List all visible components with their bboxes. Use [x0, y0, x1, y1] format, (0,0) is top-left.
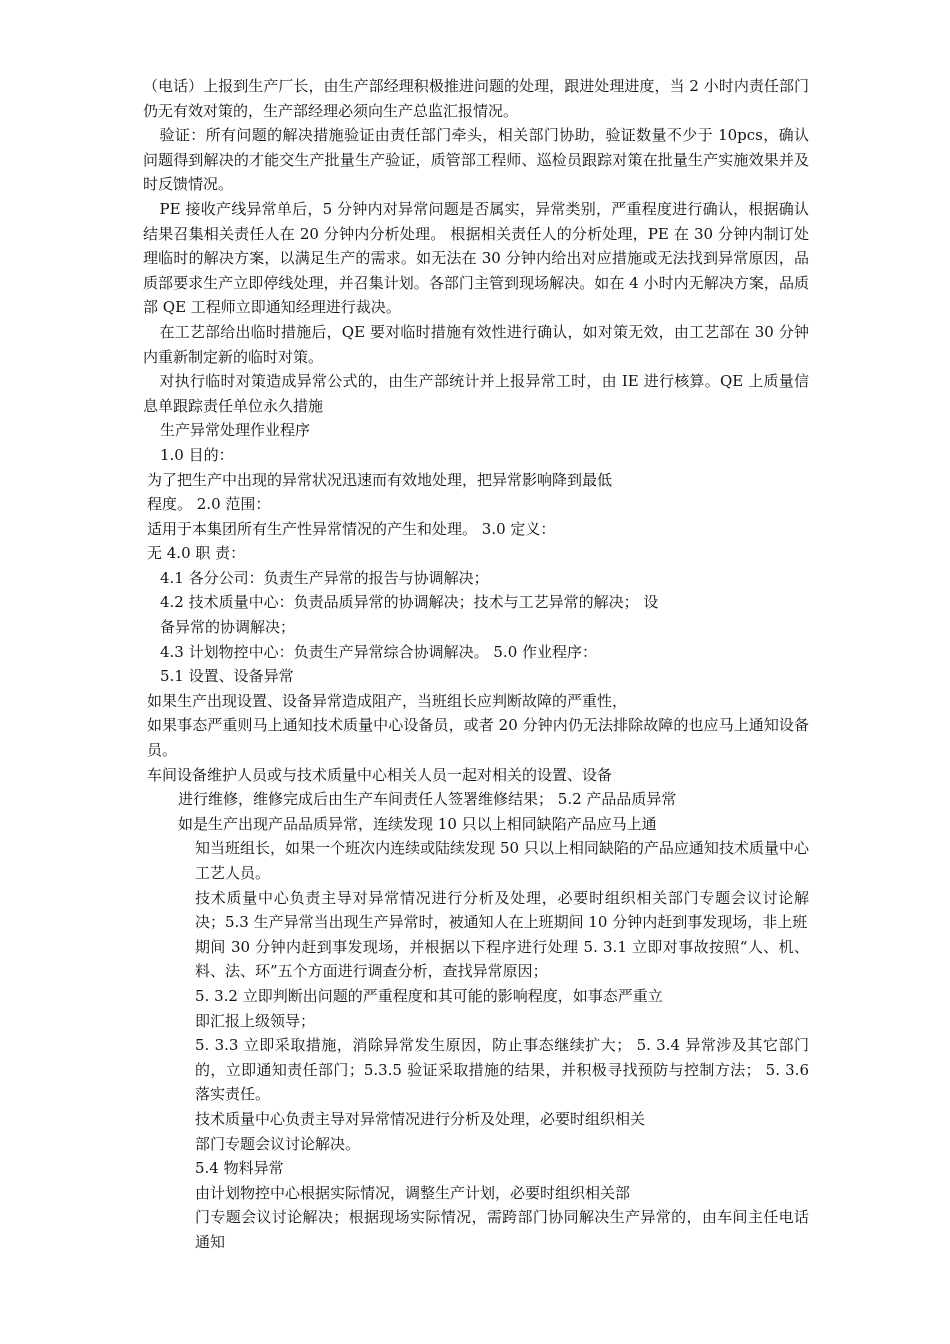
- paragraph-verification: 验证：所有问题的解决措施验证由责任部门牵头，相关部门协助，验证数量不少于 10pcs，确认问题得到解决的才能交生产批量生产验证，质管部工程师、巡检员跟踪对策在批量生产实施效果并及时反馈情况。: [143, 126, 809, 194]
- paragraph-abnormal-hours: 对执行临时对策造成异常公式的，由生产部统计并上报异常工时，由 IE 进行核算。QE 上质量信息单跟踪责任单位永久措施: [143, 372, 809, 415]
- paragraph-severity-judgement: 5. 3.2 立即判断出问题的严重程度和其可能的影响程度，如事态严重立: [195, 986, 663, 1005]
- paragraph-dept-meeting: 部门专题会议讨论解决。: [195, 1134, 361, 1153]
- list-item-4-2-cont: 备异常的协调解决；: [160, 618, 296, 637]
- document-page: [143, 74, 809, 1255]
- paragraph-material-control: 由计划物控中心根据实际情况，调整生产计划，必要时组织相关部: [195, 1183, 631, 1202]
- paragraph-notify-equipment: 如果事态严重则马上通知技术质量中心设备员，或者 20 分钟内仍无法排除故障的也应马上通知设备员。: [147, 716, 809, 760]
- paragraph-scope-definition: 适用于本集团所有生产性异常情况的产生和处理。 3.0 定义：: [147, 519, 556, 538]
- paragraph-cross-dept: 门专题会议讨论解决；根据现场实际情况，需跨部门协同解决生产异常的，由车间主任电话通知: [195, 1208, 809, 1251]
- paragraph-temporary-measures: 在工艺部给出临时措施后，QE 要对临时措施有效性进行确认，如对策无效，由工艺部在 30 分钟内重新制定新的临时对策。: [143, 322, 809, 366]
- paragraph-pe-handling: PE 接收产线异常单后，5 分钟内对异常问题是否属实，异常类别，严重程度进行确认，根据确认结果召集相关责任人在 20 分钟内分析处理。 根据相关责任人的分析处理，PE 在 30 分钟内制订处理临时的解决方案，以满足生产的需求。如无法在 30 分钟内给出对应措施或无法找到异常原因，品质部要求生产立即停线处理，并召集计划。各部门主管到现场解决。如在 4 小时内无解决方案，品质部 QE 工程师立即通知经理进行裁决。: [143, 199, 809, 317]
- paragraph-phone-report: （电话）上报到生产厂长，由生产部经理积极推进问题的处理，跟进处理进度，当 2 小时内责任部门仍无有效对策的，生产部经理必须向生产总监汇报情况。: [143, 77, 809, 120]
- paragraph-maintenance-staff: 车间设备维护人员或与技术质量中心相关人员一起对相关的设置、设备: [147, 765, 613, 784]
- paragraph-tech-center-lead: 技术质量中心负责主导对异常情况进行分析及处理，必要时组织相关: [195, 1109, 646, 1128]
- paragraph-purpose-text: 为了把生产中出现的异常状况迅速而有效地处理，把异常影响降到最低: [147, 470, 613, 489]
- section-heading-procedure: 生产异常处理作业程序: [160, 421, 311, 440]
- list-item-4-1: 4.1 各分公司：负责生产异常的报告与协调解决；: [160, 568, 489, 587]
- paragraph-purpose-scope: 程度。 2.0 范围：: [147, 495, 271, 514]
- paragraph-investigation: 期间 30 分钟内赶到事发现场，并根据以下程序进行处理 5. 3.1 立即对事故按照“人、机、料、法、环”五个方面进行调查分析，查找异常原因；: [195, 937, 809, 981]
- list-item-4-2: 4.2 技术质量中心：负责品质异常的协调解决；技术与工艺异常的解决； 设: [160, 593, 659, 612]
- paragraph-equipment-abnormal: 如果生产出现设置、设备异常造成阻产，当班组长应判断故障的严重性，: [147, 691, 628, 710]
- paragraph-notify-team-leader: 知当班组长，如果一个班次内连续或陆续发现 50 只以上相同缺陷的产品应通知技术质量中心工艺人员。: [195, 839, 809, 882]
- paragraph-report-leader: 即汇报上级领导；: [195, 1011, 316, 1030]
- section-heading-5-1: 5.1 设置、设备异常: [160, 667, 294, 686]
- list-item-4-3: 4.3 计划物控中心：负责生产异常综合协调解决。 5.0 作业程序：: [160, 642, 598, 661]
- paragraph-quality-abnormal: 如是生产出现产品品质异常，连续发现 10 只以上相同缺陷产品应马上通: [178, 814, 657, 833]
- section-heading-purpose: 1.0 目的：: [160, 445, 234, 464]
- paragraph-repair-complete: 进行维修，维修完成后由生产车间责任人签署维修结果； 5.2 产品品质异常: [178, 790, 677, 809]
- paragraph-tech-center-analysis: 技术质量中心负责主导对异常情况进行分析及处理，必要时组织相关部门专题会议讨论解决；5.3 生产异常当出现生产异常时，被通知人在上班期间 10 分钟内赶到事发现场，非上班: [195, 888, 809, 932]
- paragraph-take-measures: 5. 3.3 立即采取措施，消除异常发生原因，防止事态继续扩大； 5. 3.4 异常涉及其它部门的，立即通知责任部门；5.3.5 验证采取措施的结果，并积极寻找预防与控制方法； 5. 3.6 落实责任。: [195, 1036, 809, 1104]
- section-heading-5-4: 5.4 物料异常: [195, 1159, 284, 1178]
- paragraph-responsibility-heading: 无 4.0 职 责：: [147, 544, 246, 563]
